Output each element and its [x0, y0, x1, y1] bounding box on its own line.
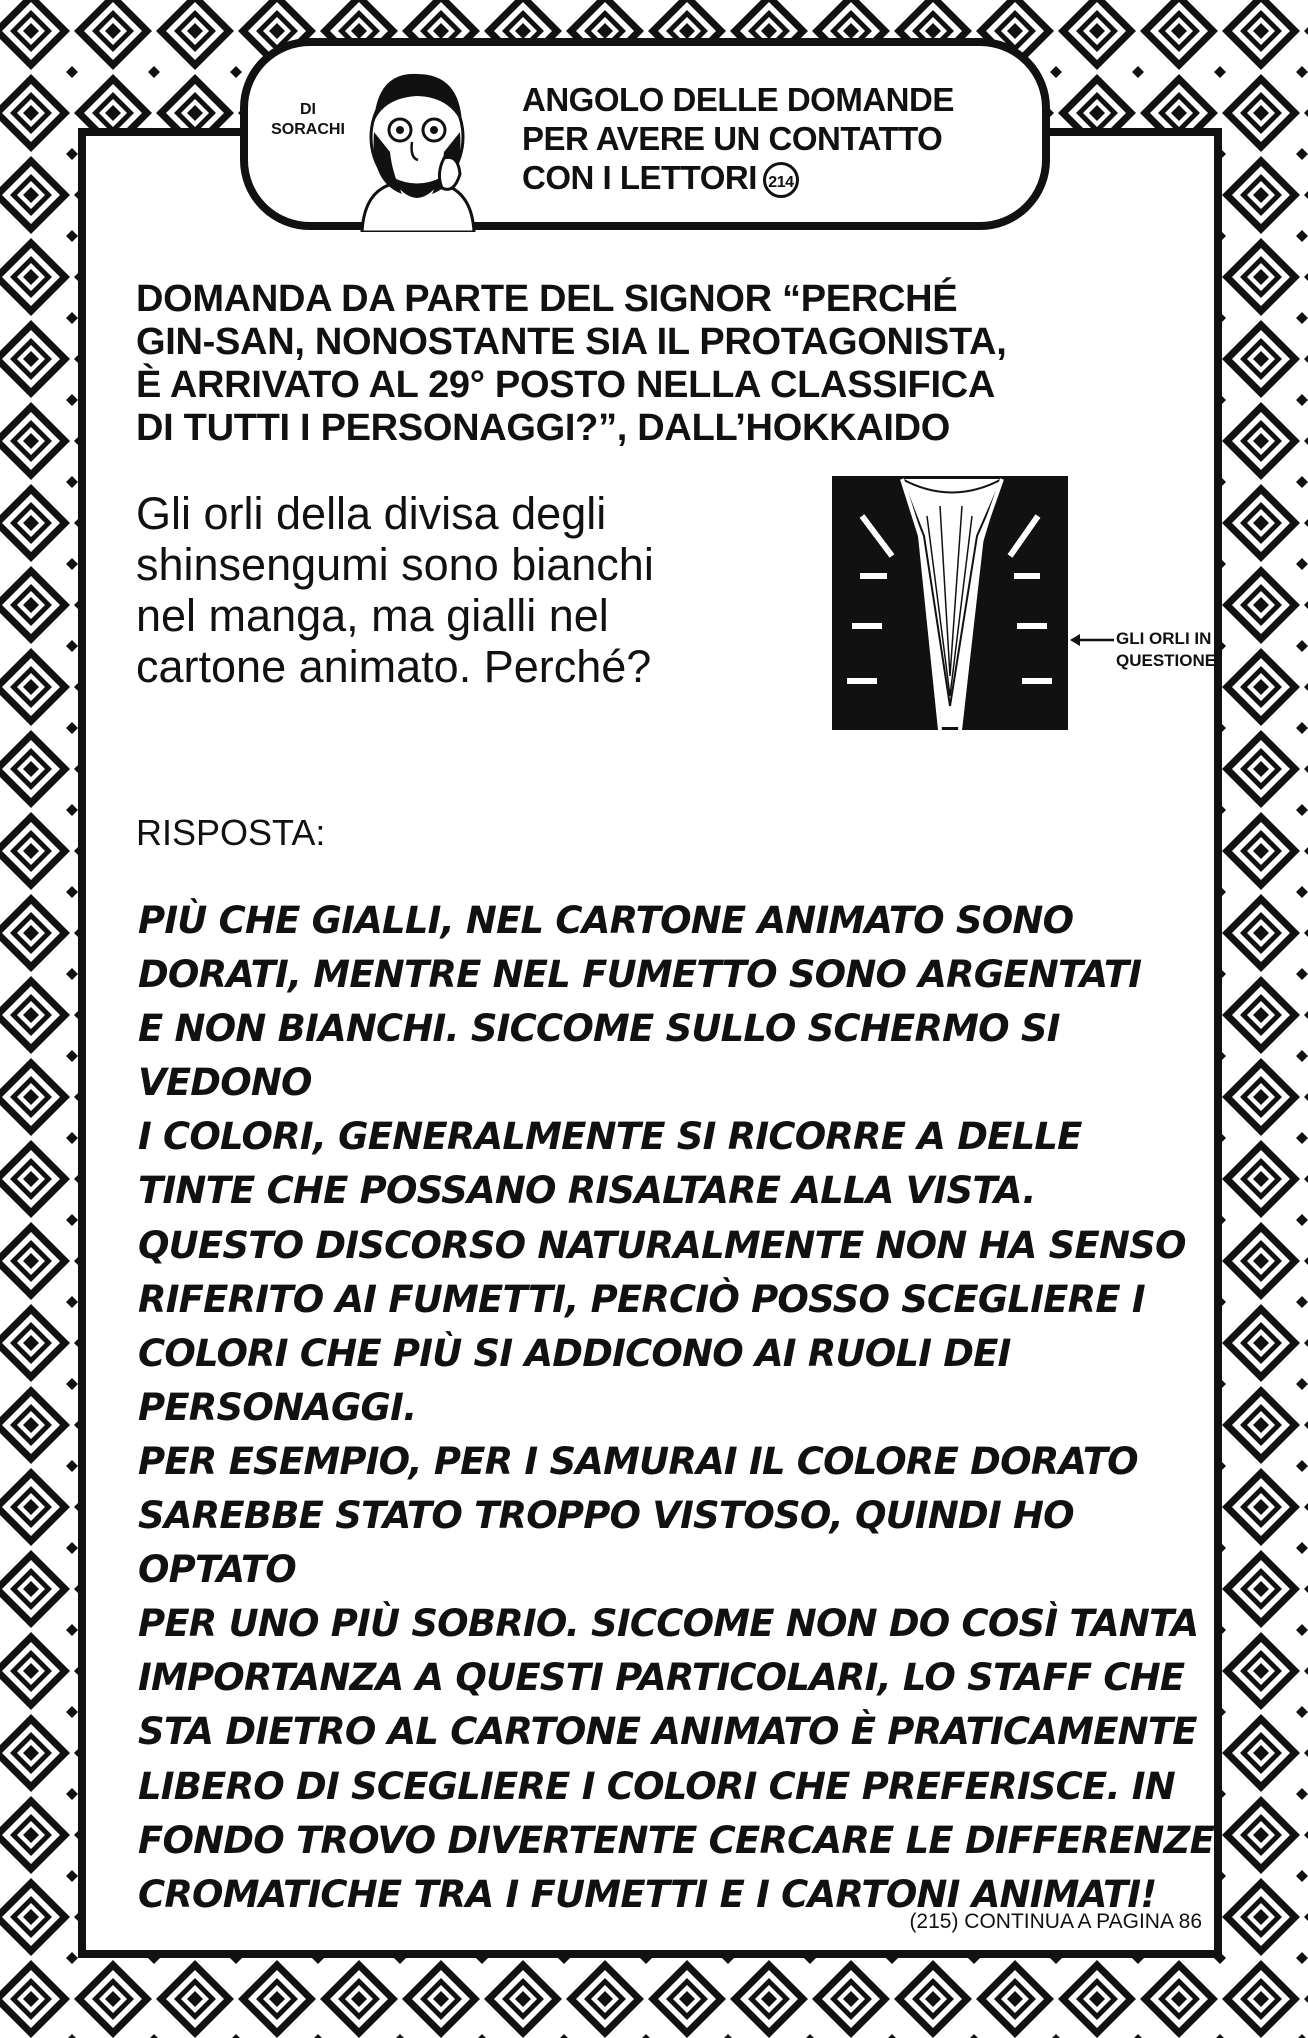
author-credit: DI SORACHI: [271, 101, 345, 138]
question-body: Gli orli della divisa degli shinsengumi sono bianchi nel manga, ma gialli nel cartone animato. Perché?: [136, 488, 654, 692]
issue-number-badge: 214: [763, 162, 799, 198]
illustration-caption: GLI ORLI IN QUESTIONE.: [1116, 629, 1221, 670]
column-title: ANGOLO DELLE DOMANDE PER AVERE UN CONTATTO CON I LETTORI 214: [522, 80, 1042, 198]
question-heading: DOMANDA DA PARTE DEL SIGNOR “PERCHÉ GIN-SAN, NONOSTANTE SIA IL PROTAGONISTA, È ARRIVATO AL 29° POSTO NELLA CLASSIFICA DI TUTTI I PERSONAGGI?”, DALL’HOKKAIDO: [136, 278, 1007, 449]
continuation-note: (215) CONTINUA A PAGINA 86: [909, 1910, 1202, 1933]
answer-text: PIÙ CHE GIALLI, NEL CARTONE ANIMATO SONO DORATI, MENTRE NEL FUMETTO SONO ARGENTATI E NON BIANCHI. SICCOME SULLO SCHERMO SI VEDONO I COLORI, GENERALMENTE SI RICORRE A DELLE TINTE CHE POSSANO RISALTARE ALLA VISTA. QUESTO DISCORSO NATURALMENTE NON HA SENSO RIFERITO AI FUMETTI, PERCIÒ POSSO SCEGLIERE I COLORI CHE PIÙ SI ADDICONO AI RUOLI DEI PERSONAGGI. PER ESEMPIO, PER I SAMURAI IL COLORE DORATO SAREBBE STATO TROPPO VISTOSO, QUINDI HO OPTATO PER UNO PIÙ SOBRIO. SICCOME NON DO COSÌ TANTA IMPORTANZA A QUESTI PARTICOLARI, LO STAFF CHE STA DIETRO AL CARTONE ANIMATO È PRATICAMENTE LIBERO DI SCEGLIERE I COLORI CHE PREFERISCE. IN FONDO TROVO DIVERTENTE CERCARE LE DIFFERENZE CROMATICHE TRA I FUMETTI E I CARTONI ANIMATI!: [138, 899, 1215, 1916]
author-portrait-icon: [332, 62, 502, 232]
arrow-pointer-icon: [1068, 630, 1116, 650]
answer-label: RISPOSTA:: [136, 812, 326, 853]
uniform-illustration: [832, 476, 1068, 730]
